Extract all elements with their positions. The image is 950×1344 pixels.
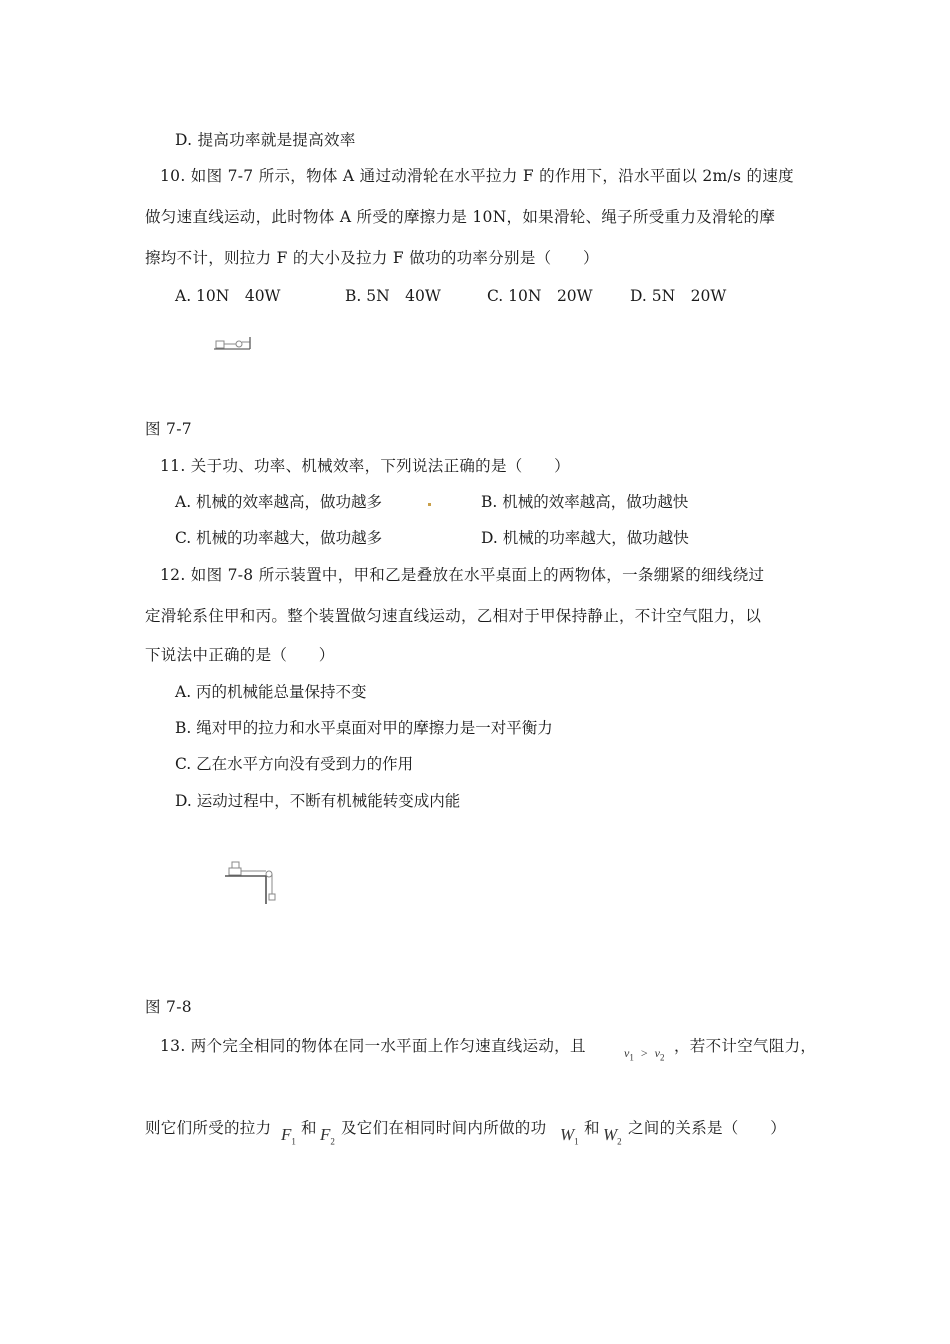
q10-option-a: A. 10N 40W: [175, 287, 281, 305]
q12-stem-line-2: 定滑轮系住甲和丙。整个装置做匀速直线运动，乙相对于甲保持静止，不计空气阻力，以: [145, 607, 762, 625]
q13-stem-line-2b: 和: [301, 1119, 317, 1137]
formula-f2: $F_2$: [320, 1125, 335, 1147]
q13-stem-line-1b: ，若不计空气阻力，: [674, 1037, 817, 1055]
q11-stem: 11. 关于功、功率、机械效率，下列说法正确的是（ ）: [160, 457, 570, 475]
q11-option-a: A. 机械的效率越高，做功越多: [175, 493, 383, 511]
q12-option-d: D. 运动过程中，不断有机械能转变成内能: [175, 792, 461, 810]
q12-option-a: A. 丙的机械能总量保持不变: [175, 683, 367, 701]
q9-option-d: D. 提高功率就是提高效率: [175, 131, 356, 149]
q10-option-d: D. 5N 20W: [630, 287, 727, 305]
q11-option-c: C. 机械的功率越大，做功越多: [175, 529, 383, 547]
q13-stem-line-2a: 则它们所受的拉力: [145, 1119, 272, 1137]
formula-w2: $W_2$: [603, 1125, 622, 1147]
q13-stem-line-2d: 和: [584, 1119, 600, 1137]
formula-w1: $W_1$: [560, 1125, 579, 1147]
q10-option-c: C. 10N 20W: [487, 287, 593, 305]
formula-f1: $F_1$: [281, 1125, 296, 1147]
q10-stem-line-3: 擦均不计，则拉力 F 的大小及拉力 F 做功的功率分别是（ ）: [145, 249, 599, 267]
q10-option-b: B. 5N 40W: [345, 287, 441, 305]
figure-7-8-caption: 图 7-8: [145, 998, 192, 1016]
q11-option-b: B. 机械的效率越高，做功越快: [481, 493, 689, 511]
stray-dot: [428, 503, 431, 506]
q12-option-b: B. 绳对甲的拉力和水平桌面对甲的摩擦力是一对平衡力: [175, 719, 553, 737]
figure-7-8-pulley-diagram: [222, 858, 282, 908]
q13-stem-line-2c: 及它们在相同时间内所做的功: [341, 1119, 547, 1137]
q10-stem-line-2: 做匀速直线运动，此时物体 A 所受的摩擦力是 10N，如果滑轮、绳子所受重力及滑轮的摩: [145, 208, 776, 226]
q12-option-c: C. 乙在水平方向没有受到力的作用: [175, 755, 414, 773]
q12-stem-line-3: 下说法中正确的是（ ）: [145, 646, 335, 664]
q13-stem-line-1a: 13. 两个完全相同的物体在同一水平面上作匀速直线运动，且: [160, 1037, 586, 1055]
q12-stem-line-1: 12. 如图 7-8 所示装置中，甲和乙是叠放在水平桌面上的两物体，一条绷紧的细线绕过: [160, 566, 765, 584]
formula-v1-gt-v2: $v_1 > v_2$: [624, 1046, 665, 1063]
q13-stem-line-2e: 之间的关系是（ ）: [628, 1119, 787, 1137]
figure-7-7-caption: 图 7-7: [145, 420, 192, 438]
figure-7-7-pulley-diagram: [212, 335, 256, 353]
q10-stem-line-1: 10. 如图 7-7 所示，物体 A 通过动滑轮在水平拉力 F 的作用下，沿水平面以 2m/s 的速度: [160, 167, 794, 185]
q11-option-d: D. 机械的功率越大，做功越快: [481, 529, 689, 547]
